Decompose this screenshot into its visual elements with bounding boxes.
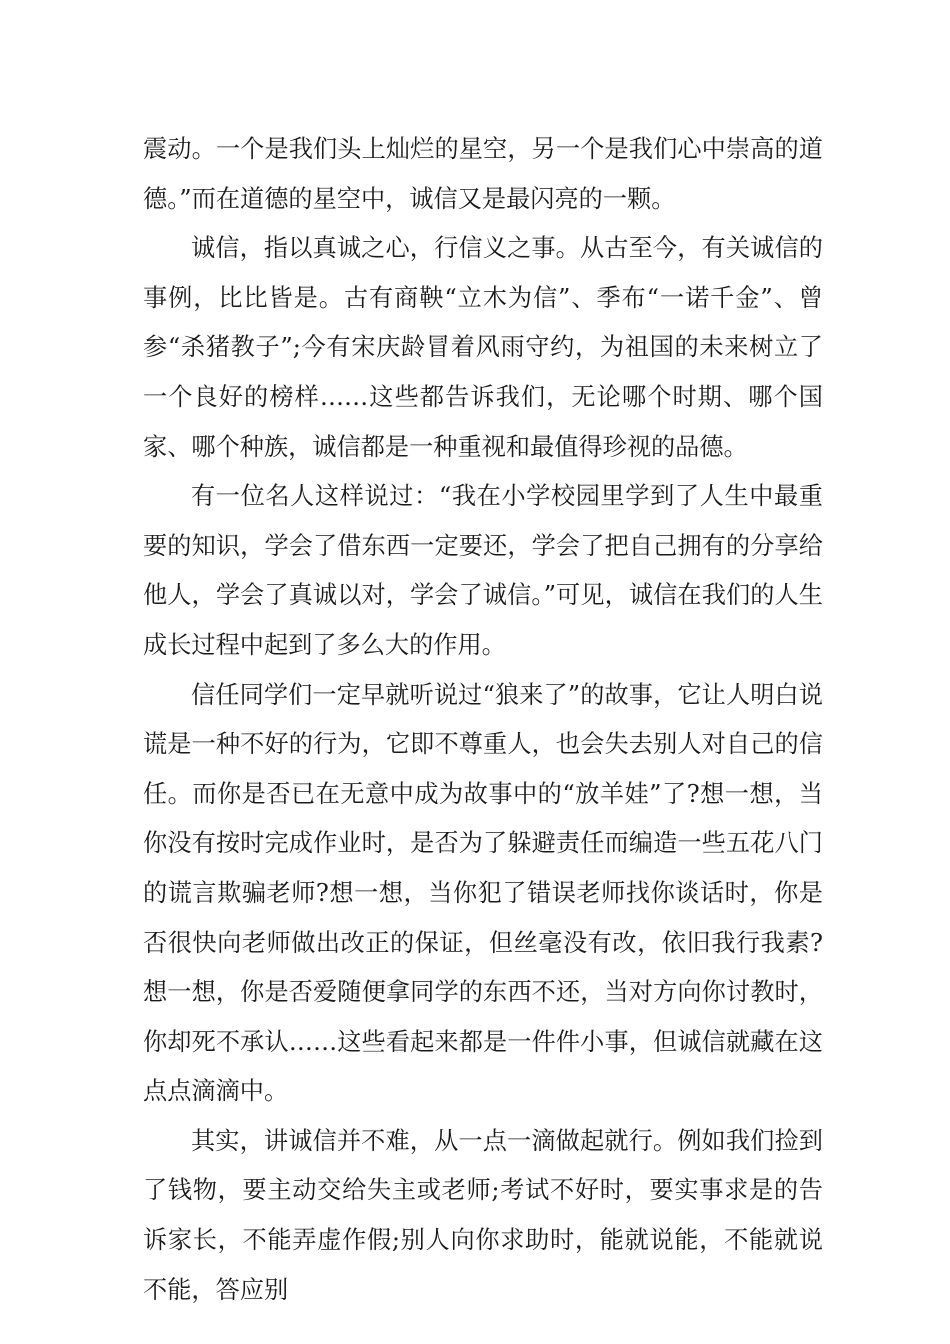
essay-body [143, 125, 823, 1315]
paragraph-5: 其实，讲诚信并不难，从一点一滴做起就行。例如我们捡到了钱物，要主动交给失主或老师;考试不好时，要实事求是的告诉家长，不能弄虚作假;别人向你求助时，能就说能，不能就说不能，答应别 [143, 1126, 823, 1304]
paragraph-4: 信任同学们一定早就听说过“狼来了”的故事，它让人明白说谎是一种不好的行为，它即不尊重人，也会失去别人对自己的信任。而你是否已在无意中成为故事中的“放羊娃”了?想一想，当你没有按时完成作业时，是否为了躲避责任而编造一些五花八门的谎言欺骗老师?想一想，当你犯了错误老师找你谈话时，你是否很快向老师做出改正的保证，但丝毫没有改，依旧我行我素?想一想，你是否爱随便拿同学的东西不还，当对方向你讨教时，你却死不承认……这些看起来都是一件件小事，但诚信就藏在这点点滴滴中。 [143, 680, 823, 1106]
paragraph-2: 诚信，指以真诚之心，行信义之事。从古至今，有关诚信的事例，比比皆是。古有商鞅“立木为信”、季布“一诺千金”、曾参“杀猪教子”;今有宋庆龄冒着风雨守约，为祖国的未来树立了一个良好的榜样……这些都告诉我们，无论哪个时期、哪个国家、哪个种族，诚信都是一种重视和最值得珍视的品德。 [143, 234, 823, 461]
paragraph-3: 有一位名人这样说过：“我在小学校园里学到了人生中最重要的知识，学会了借东西一定要还，学会了把自己拥有的分享给他人，学会了真诚以对，学会了诚信。”可见，诚信在我们的人生成长过程中起到了多么大的作用。 [143, 482, 823, 659]
paragraph-1: 震动。一个是我们头上灿烂的星空，另一个是我们心中崇高的道德。”而在道德的星空中，诚信又是最闪亮的一颗。 [143, 135, 823, 213]
